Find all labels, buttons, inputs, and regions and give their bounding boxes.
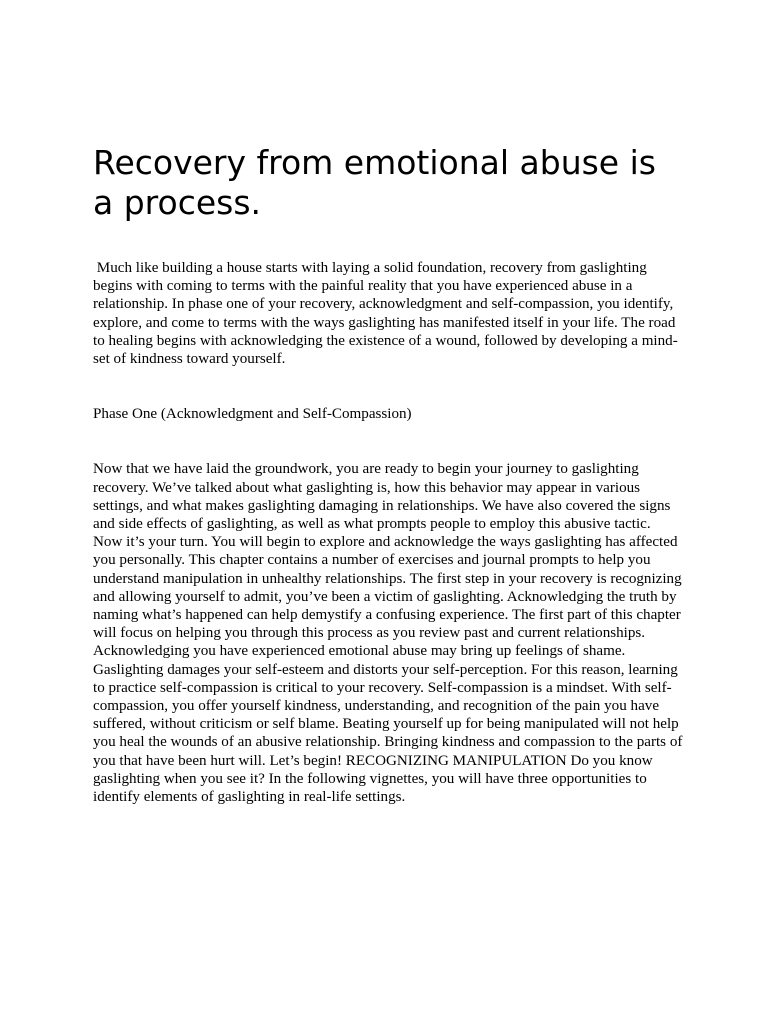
document-title: Recovery from emotional abuse is a process. <box>93 143 656 222</box>
phase-heading: Phase One (Acknowledgment and Self-Compassion) <box>93 406 412 423</box>
body-paragraph: Now that we have laid the groundwork, you are ready to begin your journey to gaslighting recovery. We’ve talked about what gaslighting is, how this behavior may appear in various settings, and what makes gaslighting damaging in relationships. We have also covered the signs and side effects of gaslighting, as well as what prompts people to employ this abusive tactic. Now it’s your turn. You will begin to explore and acknowledge the ways gaslighting has affected you personally. This chapter contains a number of exercises and journal prompts to help you understand manipulation in unhealthy relationships. The first step in your recovery is recognizing and allowing yourself to admit, you’ve been a victim of gaslighting. Acknowledging the truth by naming what’s happened can help demystify a confusing experience. The first part of this chapter will focus on helping you through this process as you review past and current relationships. Acknowledging you have experienced emotional abuse may bring up feelings of shame. Gaslighting damages your self-esteem and distorts your self-perception. For this reason, learning to practice self-compassion is critical to your recovery. Self-compassion is a mindset. With self-compassion, you offer yourself kindness, understanding, and recognition of the pain you have suffered, without criticism or self blame. Beating yourself up for being manipulated will not help you heal the wounds of an abusive relationship. Bringing kindness and compassion to the parts of you that have been hurt will. Let’s begin! RECOGNIZING MANIPULATION Do you know gaslighting when you see it? In the following vignettes, you will have three opportunities to identify elements of gaslighting in real-life settings. <box>93 461 683 806</box>
document-content <box>93 143 683 806</box>
intro-paragraph: Much like building a house starts with laying a solid foundation, recovery from gaslighting begins with coming to terms with the painful reality that you have experienced abuse in a relationship. In phase one of your recovery, acknowledgment and self-compassion, you identify, explore, and come to terms with the ways gaslighting has manifested itself in your life. The road to healing begins with acknowledging the existence of a wound, followed by developing a mind-set of kindness toward yourself. <box>93 260 680 368</box>
